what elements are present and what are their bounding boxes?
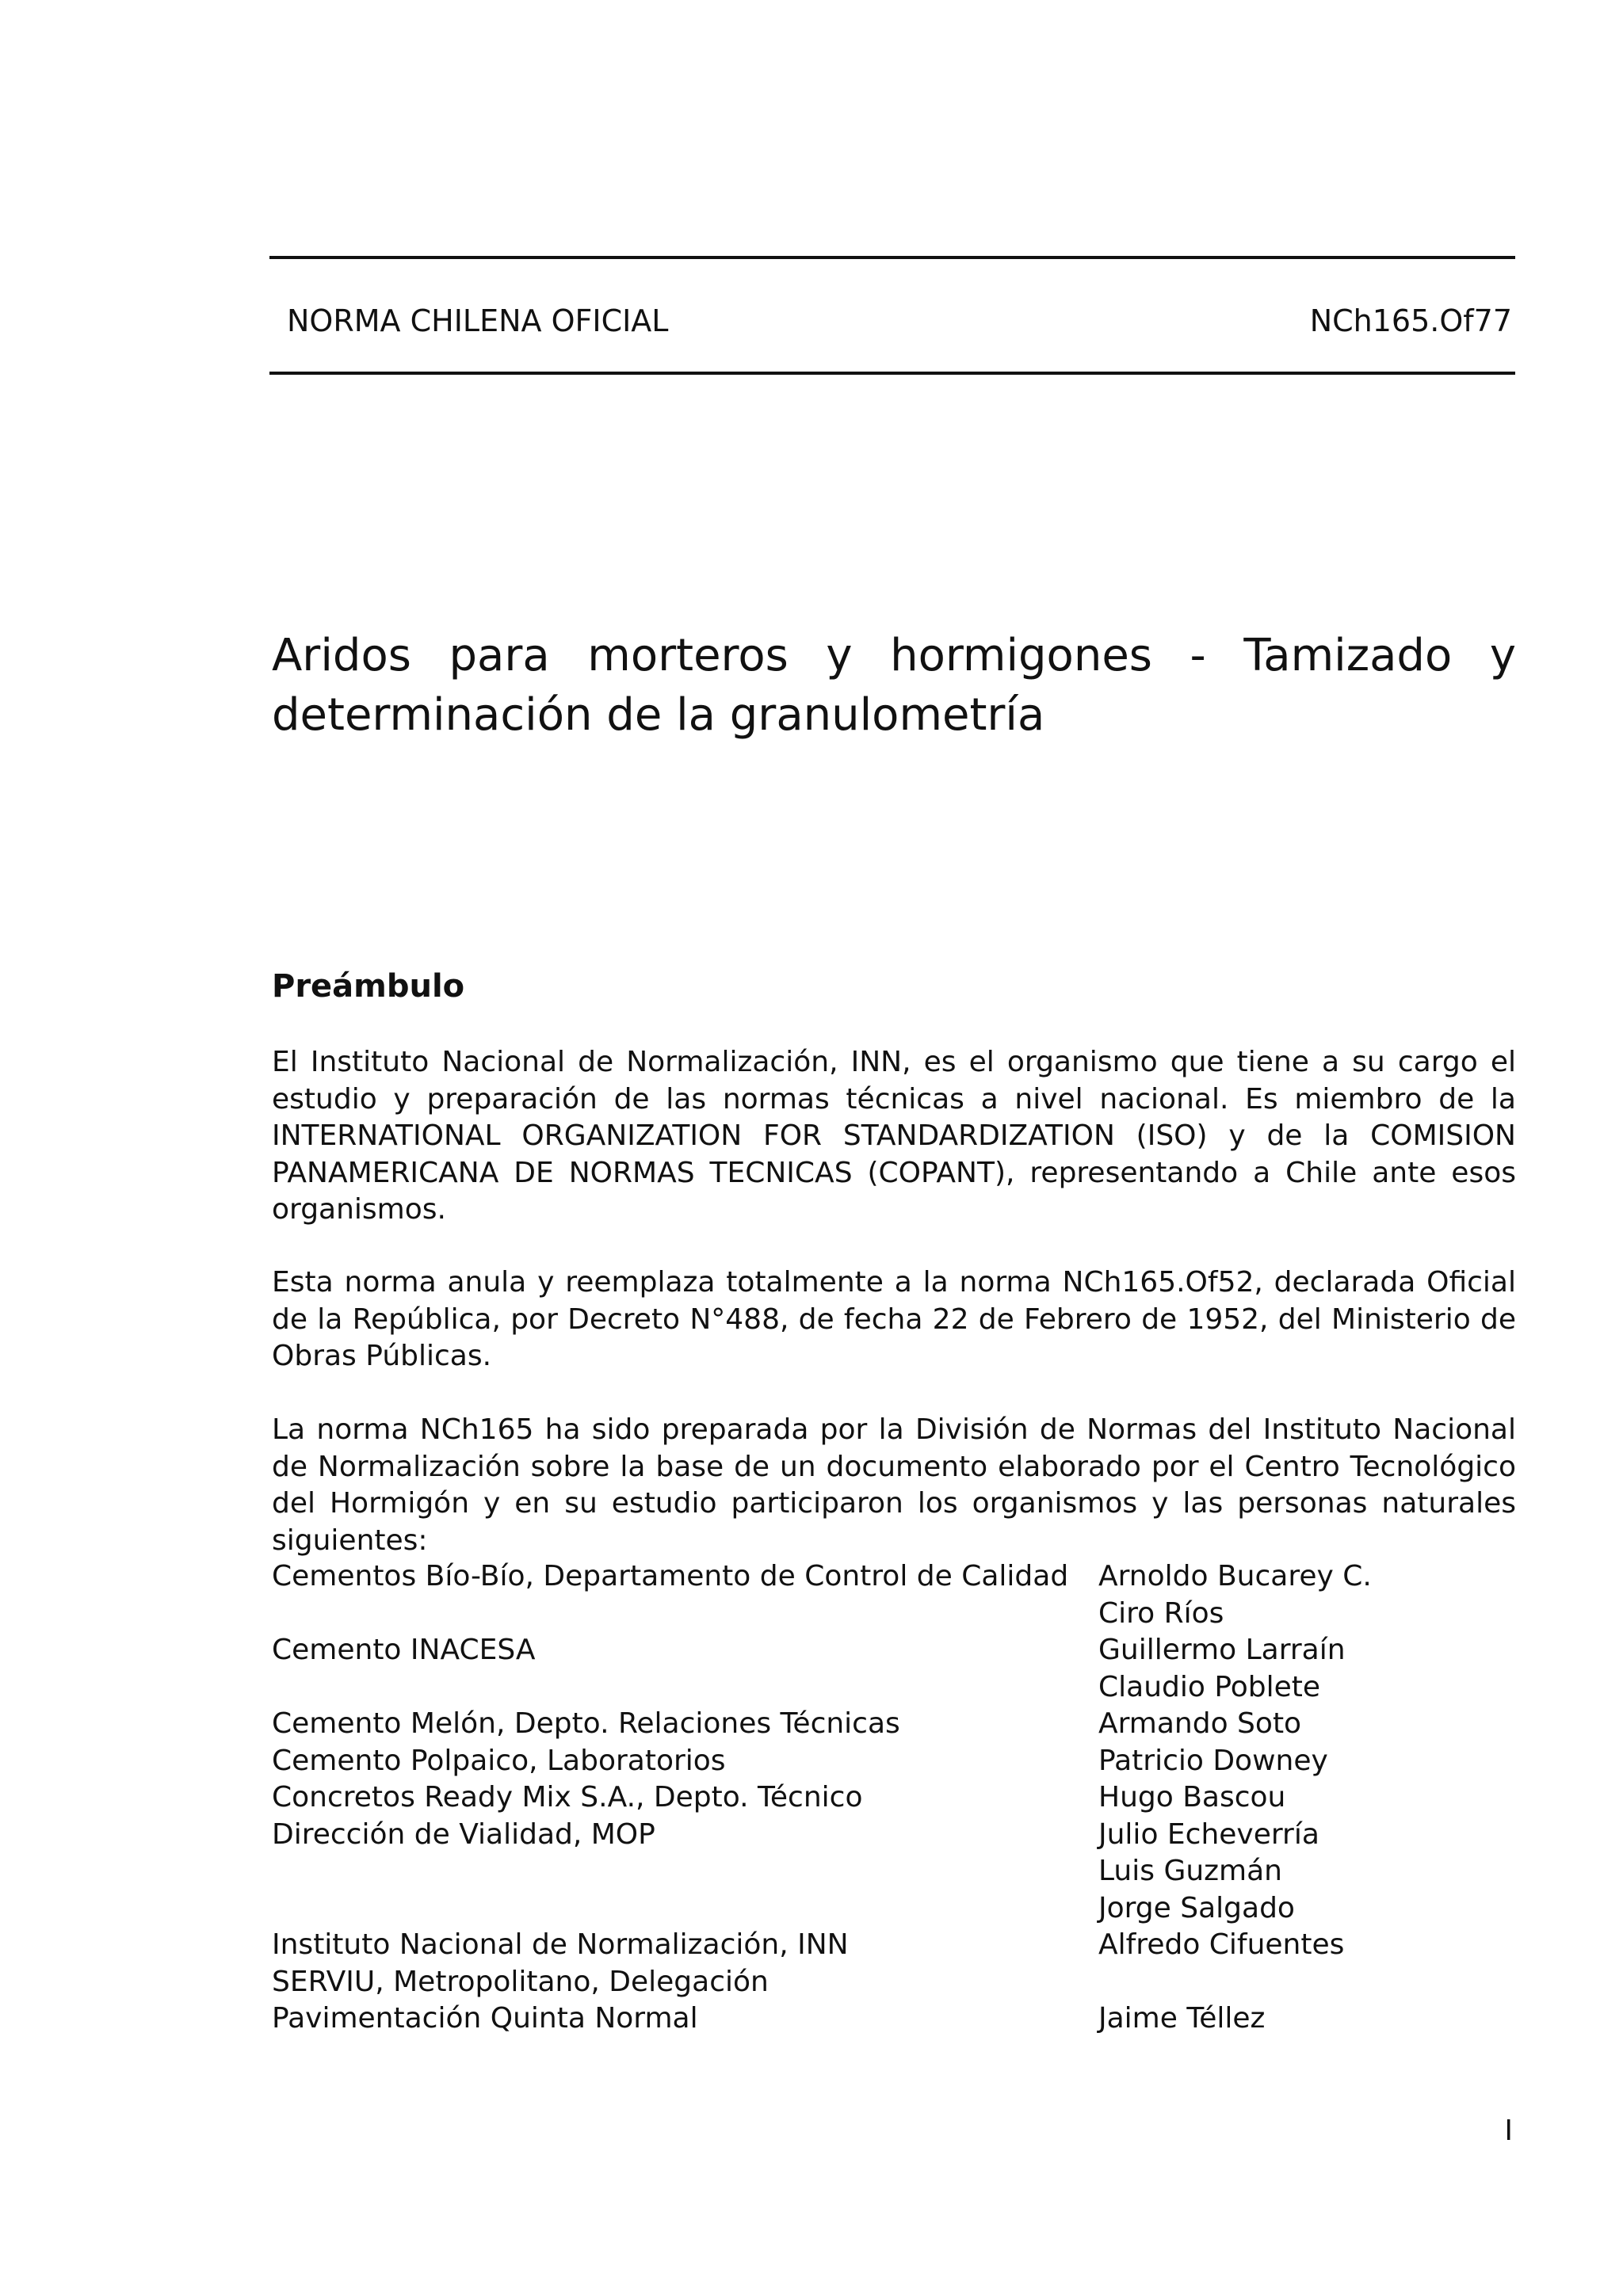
participant-row	[272, 2000, 1516, 2038]
participant-person: Hugo Bascou	[1098, 1781, 1286, 1814]
section-heading-preambulo: Preámbulo	[272, 968, 465, 1005]
header-top-rule	[269, 256, 1515, 259]
header-bottom-rule	[269, 372, 1515, 375]
participant-organization: Cementos Bío-Bío, Departamento de Control de Calidad	[272, 1560, 1069, 1592]
participant-row	[272, 1964, 1516, 2001]
participant-person	[1098, 1964, 1516, 2001]
participant-organization	[272, 1596, 1098, 1633]
participant-row	[272, 1632, 1516, 1669]
participant-row	[272, 1596, 1516, 1633]
participant-person: Julio Echeverría	[1098, 1817, 1319, 1851]
header-standard-code: NCh165.Of77	[1309, 303, 1512, 338]
participant-row	[272, 1853, 1516, 1890]
participant-row	[272, 1927, 1516, 1964]
participant-row	[272, 1779, 1516, 1817]
header-standard-type: NORMA CHILENA OFICIAL	[287, 303, 669, 338]
participant-person: Guillermo Larraín	[1098, 1634, 1346, 1666]
participant-person: Jorge Salgado	[1098, 1891, 1295, 1924]
participant-person: Alfredo Cifuentes	[1098, 1928, 1345, 1961]
document-title: Aridos para morteros y hormigones - Tamizado y determinación de la granulometría	[272, 630, 1516, 741]
participant-organization: Cemento INACESA	[272, 1634, 536, 1666]
participant-organization: Dirección de Vialidad, MOP	[272, 1817, 655, 1851]
participant-organization: Cemento Melón, Depto. Relaciones Técnicas	[272, 1707, 900, 1740]
participant-row	[272, 1817, 1516, 1854]
participant-organization: Pavimentación Quinta Normal	[272, 2002, 698, 2035]
participant-row	[272, 1558, 1516, 1596]
participant-organization: Instituto Nacional de Normalización, INN	[272, 1928, 849, 1961]
participant-person: Jaime Téllez	[1098, 2002, 1266, 2035]
participant-organization: SERVIU, Metropolitano, Delegación	[272, 1965, 769, 1998]
participant-organization: Concretos Ready Mix S.A., Depto. Técnico	[272, 1781, 863, 1814]
participant-person: Luis Guzmán	[1098, 1855, 1282, 1887]
participant-person: Patricio Downey	[1098, 1744, 1328, 1777]
participant-person: Armando Soto	[1098, 1707, 1302, 1740]
participant-organization	[272, 1669, 1098, 1707]
participant-row	[272, 1706, 1516, 1743]
participant-person: Ciro Ríos	[1098, 1596, 1224, 1630]
paragraph-inn-description: El Instituto Nacional de Normalización, INN, es el organismo que tiene a su cargo el estudio y preparación de las normas técnicas a nivel nacional. Es miembro de la INTERNATIONAL ORGANIZATION FOR STANDARDIZATION (ISO) y de la COMISION PANAMERICANA DE NORMAS TECNICAS (COPANT), representando a Chile ante esos organismos.	[272, 1046, 1516, 1226]
paragraph-replacement-notice: Esta norma anula y reemplaza totalmente a la norma NCh165.Of52, declarada Oficial de la República, por Decreto N°488, de fecha 22 de Febrero de 1952, del Ministerio de Obras Públicas.	[272, 1266, 1516, 1372]
participant-row	[272, 1669, 1516, 1707]
participant-organization	[272, 1853, 1098, 1890]
participant-person: Arnoldo Bucarey C.	[1098, 1560, 1372, 1592]
participant-row	[272, 1890, 1516, 1928]
participant-person: Claudio Poblete	[1098, 1670, 1321, 1703]
page-number: I	[1504, 2115, 1513, 2147]
participant-organization	[272, 1890, 1098, 1928]
participant-organization: Cemento Polpaico, Laboratorios	[272, 1744, 726, 1777]
participants-list	[272, 1558, 1516, 2038]
participant-row	[272, 1743, 1516, 1780]
paragraph-preparation: La norma NCh165 ha sido preparada por la División de Normas del Instituto Nacional de Normalización sobre la base de un documento elaborado por el Centro Tecnológico del Hormigón y en su estudio participaron los organismos y las personas naturales siguientes:	[272, 1413, 1516, 1557]
